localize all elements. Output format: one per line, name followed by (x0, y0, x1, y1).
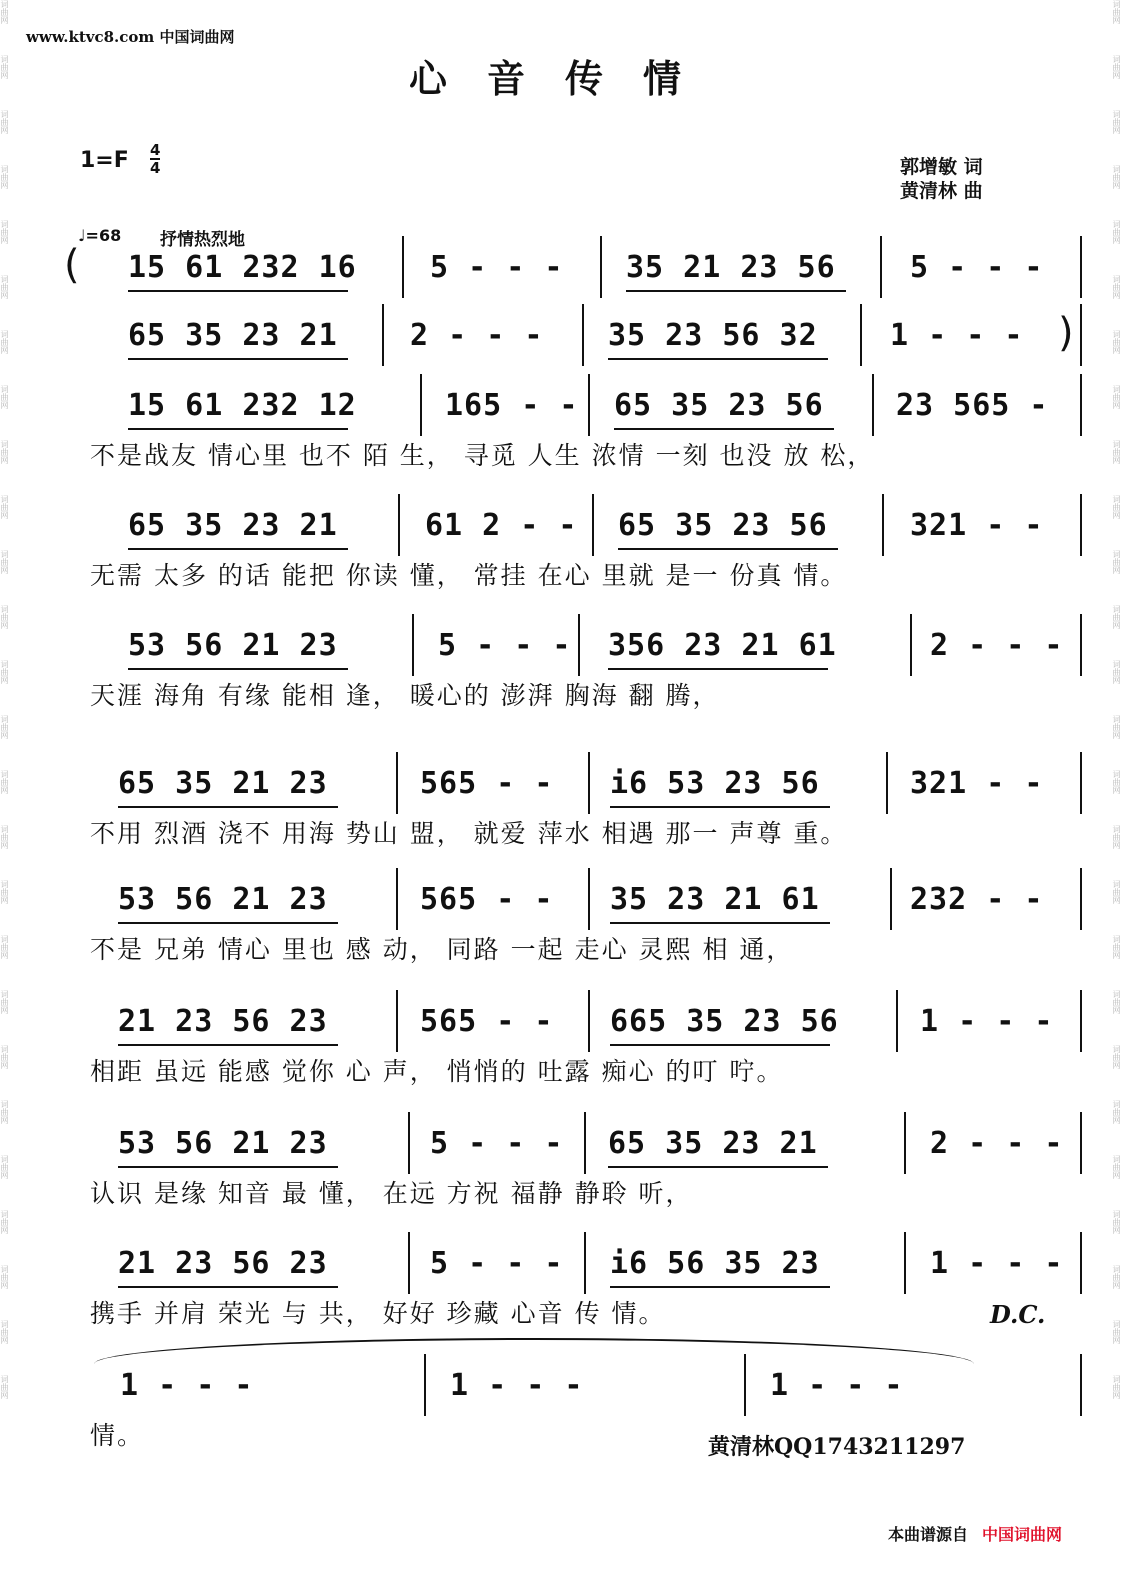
source-credit (888, 1522, 1062, 1545)
measure: 1 - - - (920, 1004, 1054, 1039)
watermark-text: 词曲网 (1112, 1045, 1121, 1069)
bar-line (1080, 304, 1082, 366)
source-prefix: 本曲谱源自 (888, 1525, 969, 1544)
measure: 65 35 23 21 (608, 1126, 818, 1161)
watermark-text: 词曲网 (0, 110, 9, 134)
bar-line (1080, 1232, 1082, 1294)
beam-underline (118, 1044, 338, 1046)
beam-underline (608, 668, 828, 670)
measure: 1 - - - (120, 1368, 254, 1403)
bar-line (1080, 236, 1082, 298)
da-capo-mark: D.C. (990, 1300, 1046, 1329)
bar-line (420, 374, 422, 436)
bar-line (396, 990, 398, 1052)
watermark-text: 词曲网 (1112, 715, 1121, 739)
measure: 65 35 21 23 (118, 766, 328, 801)
bar-line (592, 494, 594, 556)
watermark-text: 词曲网 (1112, 110, 1121, 134)
measure: 21 23 56 23 (118, 1004, 328, 1039)
bar-line (1080, 374, 1082, 436)
watermark-text: 词曲网 (1112, 0, 1121, 24)
arranger-contact: 黄清林QQ1743211297 (708, 1434, 966, 1460)
source-brand[interactable]: 中国词曲网 (982, 1525, 1063, 1544)
beam-underline (128, 548, 348, 550)
notes-line (90, 628, 1064, 668)
measure: 15 61 232 12 (128, 388, 357, 423)
measure: 321 - - (910, 766, 1044, 801)
bar-line (1080, 1354, 1082, 1416)
measure: 5 - - - (430, 1126, 564, 1161)
lyric-line: 携手 并肩 荣光 与 共， 好好 珍藏 心音 传 情。 (90, 1299, 666, 1328)
beam-underline (610, 1286, 830, 1288)
lyric-line: 天涯 海角 有缘 能相 逢， 暖心的 澎湃 胸海 翻 腾， (90, 681, 720, 710)
notes-line (90, 1246, 1064, 1286)
measure: i6 53 23 56 (610, 766, 820, 801)
bar-line (872, 374, 874, 436)
beam-underline (128, 668, 348, 670)
watermark-text: 词曲网 (0, 1100, 9, 1124)
measure: 61 2 - - (425, 508, 578, 543)
bar-line (584, 1112, 586, 1174)
watermark-text: 词曲网 (0, 825, 9, 849)
bar-line (396, 868, 398, 930)
bar-line (588, 752, 590, 814)
watermark-text: 词曲网 (0, 330, 9, 354)
watermark-text: 词曲网 (1112, 165, 1121, 189)
lyric-line: 不用 烈酒 浇不 用海 势山 盟， 就爱 萍水 相遇 那一 声尊 重。 (90, 819, 848, 848)
bar-line (1080, 494, 1082, 556)
measure: i6 56 35 23 (610, 1246, 820, 1281)
measure: 23 565 - (896, 388, 1049, 423)
watermark-text: 词曲网 (1112, 1375, 1121, 1399)
measure: 2 - - - (930, 1126, 1064, 1161)
watermark-text: 词曲网 (0, 220, 9, 244)
measure: 165 - - (445, 388, 579, 423)
left-watermark-strip (0, 0, 18, 1576)
bar-line (382, 304, 384, 366)
watermark-text: 词曲网 (0, 1375, 9, 1399)
bar-line (904, 1232, 906, 1294)
measure: 1 - - - (770, 1368, 904, 1403)
measure: 565 - - (420, 882, 554, 917)
bar-line (882, 494, 884, 556)
measure: 5 - - - (430, 1246, 564, 1281)
beam-underline (626, 290, 846, 292)
measure: 321 - - (910, 508, 1044, 543)
beam-underline (118, 1166, 338, 1168)
notes-line (90, 310, 1074, 358)
bar-line (1080, 752, 1082, 814)
watermark-text: 词曲网 (0, 55, 9, 79)
beam-underline (610, 806, 830, 808)
watermark-text: 词曲网 (0, 770, 9, 794)
measure: 65 35 23 21 (128, 508, 338, 543)
watermark-text: 词曲网 (1112, 1320, 1121, 1344)
measure: 15 61 232 16 (128, 250, 357, 285)
watermark-text: 词曲网 (1112, 550, 1121, 574)
bar-line (578, 614, 580, 676)
bar-line (1080, 1112, 1082, 1174)
watermark-text: 词曲网 (0, 495, 9, 519)
bar-line (600, 236, 602, 298)
bar-line (398, 494, 400, 556)
lyric-line: 不是战友 情心里 也不 陌 生， 寻觅 人生 浓情 一刻 也没 放 松， (90, 441, 875, 470)
bar-line (880, 236, 882, 298)
watermark-text: 词曲网 (1112, 825, 1121, 849)
measure: 53 56 21 23 (118, 882, 328, 917)
bar-line (582, 304, 584, 366)
watermark-text: 词曲网 (0, 1045, 9, 1069)
watermark-text: 词曲网 (1112, 770, 1121, 794)
lyric-line: 相距 虽远 能感 觉你 心 声， 悄悄的 吐露 痴心 的叮 咛。 (90, 1057, 784, 1086)
beam-underline (118, 806, 338, 808)
measure: 565 - - (420, 1004, 554, 1039)
watermark-text: 词曲网 (0, 165, 9, 189)
watermark-text: 词曲网 (0, 715, 9, 739)
watermark-text: 词曲网 (0, 605, 9, 629)
lyric-line: 认识 是缘 知音 最 懂， 在远 方祝 福静 静聆 听， (90, 1179, 693, 1208)
measure: 53 56 21 23 (128, 628, 338, 663)
watermark-text: 词曲网 (1112, 275, 1121, 299)
notes-line (90, 1004, 1054, 1044)
watermark-text: 词曲网 (1112, 660, 1121, 684)
right-watermark-strip (1112, 0, 1130, 1576)
watermark-text: 词曲网 (0, 990, 9, 1014)
measure: 1 - - - (930, 1246, 1064, 1281)
measure: 35 23 21 61 (610, 882, 820, 917)
bar-line (396, 752, 398, 814)
bar-line (904, 1112, 906, 1174)
bar-line (408, 1112, 410, 1174)
watermark-text: 词曲网 (1112, 935, 1121, 959)
watermark-text: 词曲网 (1112, 1265, 1121, 1289)
measure: 565 - - (420, 766, 554, 801)
measure: 65 35 23 56 (614, 388, 824, 423)
watermark-text: 词曲网 (0, 0, 9, 24)
watermark-text: 词曲网 (0, 275, 9, 299)
notes-line (90, 1126, 1064, 1166)
bar-line (896, 990, 898, 1052)
measure: 2 - - - (930, 628, 1064, 663)
beam-underline (118, 1286, 338, 1288)
beam-underline (118, 922, 338, 924)
measure: 5 - - - (430, 250, 564, 285)
bar-line (1080, 990, 1082, 1052)
beam-underline (128, 428, 348, 430)
lyric-line: 不是 兄弟 情心 里也 感 动， 同路 一起 走心 灵熙 相 通， (90, 935, 794, 964)
watermark-text: 词曲网 (1112, 1155, 1121, 1179)
beam-underline (610, 1044, 830, 1046)
watermark-text: 词曲网 (1112, 495, 1121, 519)
measure: 1 - - - (450, 1368, 584, 1403)
meter-bottom: 4 (150, 159, 161, 177)
beam-underline (614, 428, 834, 430)
notes-line (90, 388, 1050, 428)
beam-underline (608, 1166, 828, 1168)
watermark-text: 词曲网 (1112, 605, 1121, 629)
measure: 665 35 23 56 (610, 1004, 839, 1039)
repeat-paren-close: ) (1058, 310, 1074, 356)
final-tie-slur (94, 1338, 974, 1390)
bar-line (588, 374, 590, 436)
beam-underline (128, 358, 348, 360)
watermark-text: 词曲网 (1112, 1100, 1121, 1124)
notes-line (64, 242, 1050, 290)
bar-line (584, 1232, 586, 1294)
watermark-text: 词曲网 (0, 385, 9, 409)
watermark-text: 词曲网 (0, 880, 9, 904)
beam-underline (610, 922, 830, 924)
watermark-text: 词曲网 (1112, 880, 1121, 904)
watermark-text: 词曲网 (1112, 990, 1121, 1014)
bar-line (886, 752, 888, 814)
notes-line (90, 508, 1050, 548)
measure: 1 - - - (890, 318, 1024, 353)
time-signature (150, 142, 160, 176)
measure: 5 - - - (910, 250, 1044, 285)
bar-line (910, 614, 912, 676)
watermark-text: 词曲网 (0, 440, 9, 464)
watermark-text: 词曲网 (0, 1265, 9, 1289)
bar-line (1080, 868, 1082, 930)
meter-top: 4 (150, 141, 161, 159)
bar-line (408, 1232, 410, 1294)
notes-line (90, 766, 1050, 806)
site-header[interactable]: www.ktvc8.com 中国词曲网 (26, 28, 235, 46)
watermark-text: 词曲网 (1112, 1210, 1121, 1234)
watermark-text: 词曲网 (0, 935, 9, 959)
bar-line (1080, 614, 1082, 676)
measure: 21 23 56 23 (118, 1246, 328, 1281)
measure: 2 - - - (410, 318, 544, 353)
watermark-text: 词曲网 (1112, 220, 1121, 244)
repeat-paren-open: ( (64, 242, 80, 288)
beam-underline (128, 290, 348, 292)
bar-line (588, 990, 590, 1052)
key-signature: 1=F (80, 148, 129, 173)
watermark-text: 词曲网 (1112, 55, 1121, 79)
watermark-text: 词曲网 (1112, 330, 1121, 354)
watermark-text: 词曲网 (0, 660, 9, 684)
composer-credit: 黄清林 曲 (900, 180, 983, 202)
bar-line (588, 868, 590, 930)
measure: 5 - - - (438, 628, 572, 663)
measure: 53 56 21 23 (118, 1126, 328, 1161)
measure: 232 - - (910, 882, 1044, 917)
watermark-text: 词曲网 (1112, 440, 1121, 464)
bar-line (402, 236, 404, 298)
measure: 65 35 23 56 (618, 508, 828, 543)
bar-line (412, 614, 414, 676)
bar-line (890, 868, 892, 930)
watermark-text: 词曲网 (0, 550, 9, 574)
watermark-text: 词曲网 (0, 1320, 9, 1344)
watermark-text: 词曲网 (0, 1155, 9, 1179)
watermark-text: 词曲网 (0, 1210, 9, 1234)
lyricist-credit: 郭增敏 词 (900, 156, 983, 178)
expression-mark: 抒情热烈地 (160, 230, 245, 250)
lyric-line: 情。 (90, 1421, 145, 1450)
notes-line (90, 882, 1050, 922)
lyric-line: 无需 太多 的话 能把 你读 懂， 常挂 在心 里就 是一 份真 情。 (90, 561, 848, 590)
measure: 35 23 56 32 (608, 318, 818, 353)
watermark-text: 词曲网 (1112, 385, 1121, 409)
tempo-mark: ♩=68 (78, 226, 122, 245)
beam-underline (618, 548, 838, 550)
beam-underline (608, 358, 828, 360)
bar-line (860, 304, 862, 366)
measure: 356 23 21 61 (608, 628, 837, 663)
song-title: 心音传情 (408, 56, 721, 101)
measure: 35 21 23 56 (626, 250, 836, 285)
measure: 65 35 23 21 (128, 318, 338, 353)
